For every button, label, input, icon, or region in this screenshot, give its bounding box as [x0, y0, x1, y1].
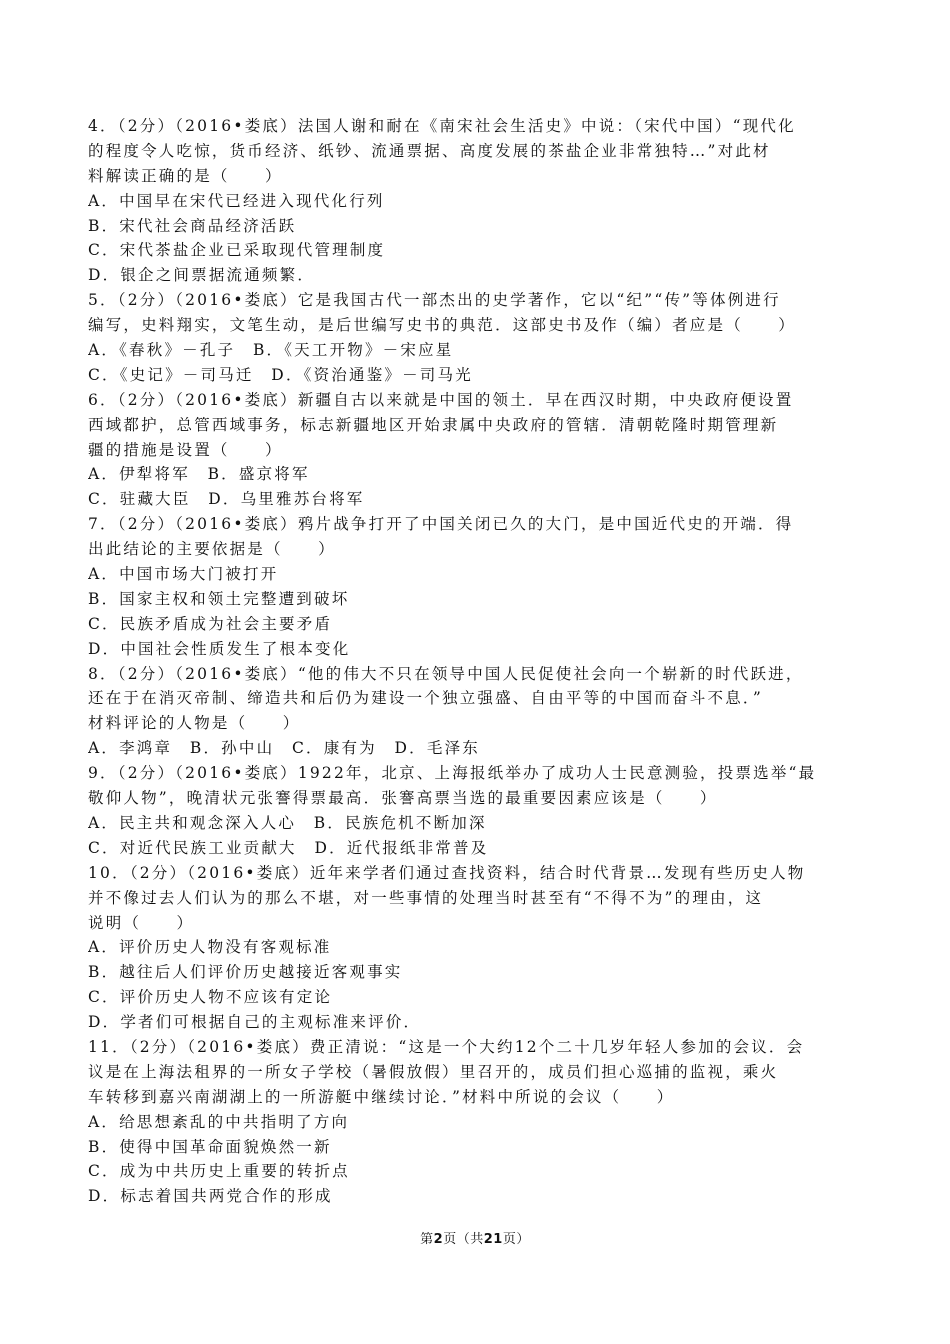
- text-line: 议是在上海法租界的一所女子学校（暑假放假）里召开的，成员们担心巡捕的监视，乘火: [88, 1062, 779, 1081]
- text-line: 4．（2分）（2016•娄底）法国人谢和耐在《南宋社会生活史》中说：（宋代中国）“现代化: [88, 117, 796, 135]
- text-line: C．驻藏大臣 D．乌里雅苏台将军: [88, 490, 365, 509]
- text-line: C．宋代茶盐企业已采取现代管理制度: [88, 241, 386, 260]
- text-line: C．成为中共历史上重要的转折点: [88, 1162, 350, 1181]
- text-line: 8．（2分）（2016•娄底）“他的伟大不只在领导中国人民促使社会向一个崭新的时代跃进，: [88, 664, 804, 683]
- text-line: A．民主共和观念深入人心 B．民族危机不断加深: [88, 813, 487, 832]
- question-body: [88, 114, 863, 1209]
- text-line: C．评价历史人物不应该有定论: [88, 988, 333, 1007]
- text-line: 6．（2分）（2016•娄底）新疆自古以来就是中国的领土．早在西汉时期，中央政府便设置: [88, 390, 794, 409]
- text-line: D．银企之间票据流通频繁．: [88, 266, 316, 285]
- text-line: A．给思想紊乱的中共指明了方向: [88, 1112, 350, 1131]
- page-footer: [0, 1228, 950, 1247]
- text-line: 7．（2分）（2016•娄底）鸦片战争打开了中国关闭已久的大门，是中国近代史的开端．得: [88, 515, 794, 534]
- text-line: 的程度令人吃惊，货币经济、纸钞、流通票据、高度发展的茶盐企业非常独特…”对此材: [88, 141, 771, 160]
- text-line: 并不像过去人们认为的那么不堪，对一些事情的处理当时甚至有“不得不为”的理由，这: [88, 888, 764, 907]
- footer-page-number: 2: [433, 1232, 444, 1247]
- text-line: 车转移到嘉兴南湖湖上的一所游艇中继续讨论．”材料中所说的会议（ ）: [88, 1087, 675, 1106]
- text-line: B．使得中国革命面貌焕然一新: [88, 1137, 332, 1156]
- text-line: 10．（2分）（2016•娄底）近年来学者们通过查找资料，结合时代背景…发现有些历史人物: [88, 863, 806, 882]
- text-line: 西域都护，总管西域事务，标志新疆地区开始隶属中央政府的管辖．清朝乾隆时期管理新: [88, 415, 779, 434]
- text-line: B．宋代社会商品经济活跃: [88, 216, 297, 235]
- text-line: A．李鸿章 B．孙中山 C．康有为 D．毛泽东: [88, 739, 480, 758]
- text-line: 编写，史料翔实，文笔生动，是后世编写史书的典范．这部史书及作（编）者应是（ ）: [88, 316, 797, 335]
- text-line: 9．（2分）（2016•娄底）1922年，北京、上海报纸举办了成功人士民意测验，投票选举“最: [88, 764, 817, 783]
- text-line: 疆的措施是设置（ ）: [88, 440, 283, 459]
- text-line: C．民族矛盾成为社会主要矛盾: [88, 614, 333, 633]
- text-line: 11．（2分）（2016•娄底）费正清说：“这是一个大约12个二十几岁年轻人参加的会议．会: [88, 1037, 805, 1056]
- footer-total-pages: 21: [483, 1232, 503, 1247]
- text-line: 说明（ ）: [88, 913, 195, 932]
- footer-prefix: 第: [420, 1232, 434, 1247]
- footer-suffix: 页）: [502, 1232, 530, 1247]
- text-line: 敬仰人物”，晚清状元张謇得票最高．张謇高票当选的最重要因素应该是（ ）: [88, 789, 718, 808]
- text-line: 5．（2分）（2016•娄底）它是我国古代一部杰出的史学著作，它以“纪”“传”等体例进行: [88, 291, 781, 310]
- text-line: A．中国早在宋代已经进入现代化行列: [88, 191, 385, 210]
- text-line: 材料评论的人物是（ ）: [88, 714, 301, 733]
- text-line: 出此结论的主要依据是（ ）: [88, 540, 336, 559]
- text-line: A．伊犁将军 B．盛京将军: [88, 465, 310, 484]
- text-line: A．评价历史人物没有客观标准: [88, 938, 332, 957]
- text-line: D．中国社会性质发生了根本变化: [88, 639, 351, 658]
- text-line: 料解读正确的是（ ）: [88, 166, 283, 185]
- text-line: A．《春秋》－孔子 B．《天工开物》－宋应星: [88, 341, 454, 360]
- text-line: D．标志着国共两党合作的形成: [88, 1187, 333, 1206]
- text-line: C．对近代民族工业贡献大 D．近代报纸非常普及: [88, 838, 489, 857]
- text-line: D．学者们可根据自己的主观标准来评价．: [88, 1013, 422, 1032]
- text-line: B．越往后人们评价历史越接近客观事实: [88, 963, 403, 982]
- text-line: B．国家主权和领土完整遭到破坏: [88, 589, 350, 608]
- text-line: C．《史记》－司马迁 D．《资治通鉴》－司马光: [88, 365, 473, 384]
- text-line: 还在于在消灭帝制、缔造共和后仍为建设一个独立强盛、自由平等的中国而奋斗不息．”: [88, 689, 763, 708]
- footer-middle: 页（共: [443, 1232, 484, 1247]
- text-line: A．中国市场大门被打开: [88, 565, 279, 584]
